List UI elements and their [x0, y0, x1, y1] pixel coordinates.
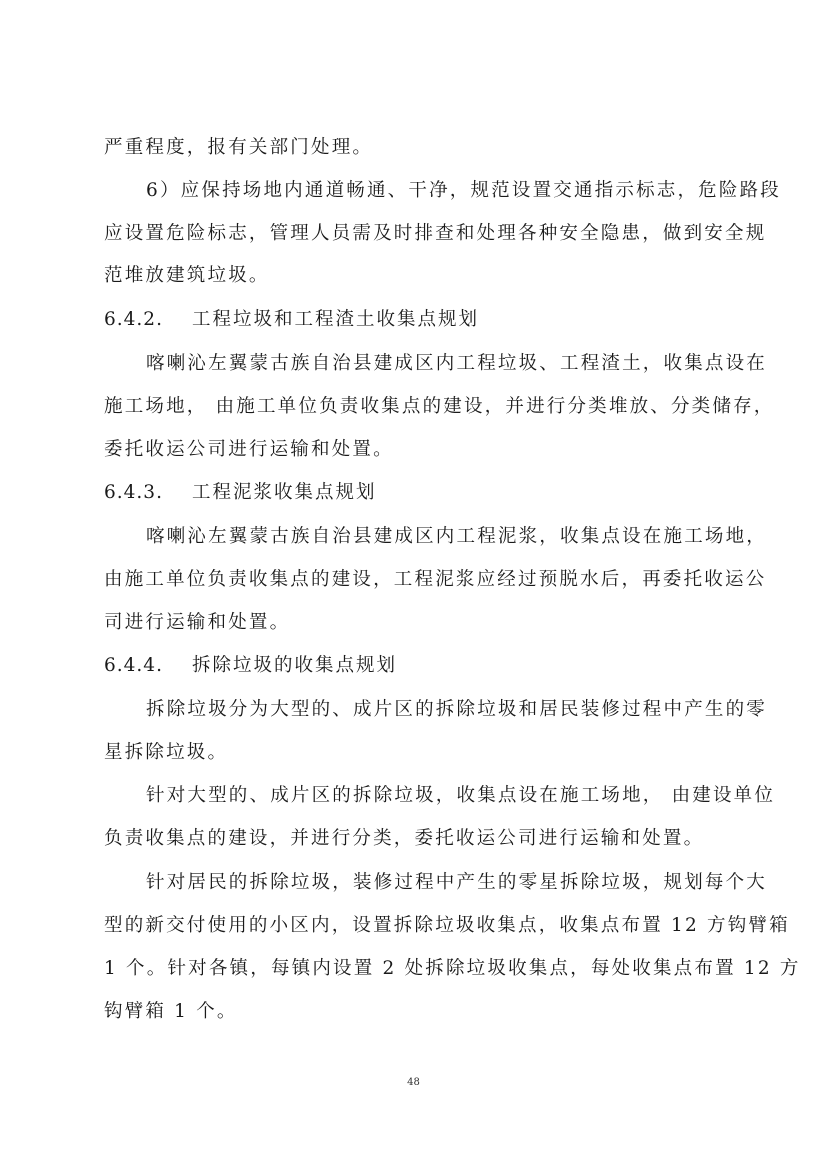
paragraph-line: 型的新交付使用的小区内，设置拆除垃圾收集点，收集点布置 12 方钩臂箱	[104, 915, 790, 936]
section-heading-6-4-3	[104, 481, 377, 505]
section-title: 拆除垃圾的收集点规划	[192, 655, 398, 676]
paragraph-line: 喀喇沁左翼蒙古族自治县建成区内工程垃圾、工程渣土，收集点设在	[146, 353, 768, 374]
section-number: 6.4.3.	[104, 482, 163, 503]
section-number: 6.4.4.	[104, 655, 163, 676]
section-number: 6.4.2.	[104, 309, 163, 330]
paragraph-line: 针对大型的、成片区的拆除垃圾，收集点设在施工场地， 由建设单位	[146, 785, 776, 806]
paragraph-line: 针对居民的拆除垃圾，装修过程中产生的零星拆除垃圾，规划每个大	[146, 872, 768, 893]
paragraph-line: 钩臂箱 1 个。	[104, 1001, 238, 1022]
paragraph-line: 由施工单位负责收集点的建设，工程泥浆应经过预脱水后，再委托收运公	[104, 569, 767, 590]
paragraph-line: 施工场地， 由施工单位负责收集点的建设，并进行分类堆放、分类储存，	[104, 396, 775, 417]
page-number: 48	[407, 1077, 420, 1088]
paragraph-line: 星拆除垃圾。	[104, 742, 229, 763]
section-title: 工程垃圾和工程渣土收集点规划	[192, 309, 480, 330]
paragraph-line: 1 个。针对各镇，每镇内设置 2 处拆除垃圾收集点，每处收集点布置 12 方	[104, 958, 801, 979]
section-heading-6-4-2	[104, 308, 479, 332]
paragraph-line: 喀喇沁左翼蒙古族自治县建成区内工程泥浆，收集点设在施工场地，	[146, 526, 768, 547]
paragraph-line: 应设置危险标志，管理人员需及时排查和处理各种安全隐患，做到安全规	[104, 223, 767, 244]
section-title: 工程泥浆收集点规划	[192, 482, 377, 503]
paragraph-line: 范堆放建筑垃圾。	[104, 265, 270, 286]
paragraph-line: 负责收集点的建设，并进行分类，委托收运公司进行运输和处置。	[104, 828, 705, 849]
paragraph-line: 6）应保持场地内通道畅通、干净，规范设置交通指示标志，危险路段	[146, 180, 781, 201]
paragraph-line: 拆除垃圾分为大型的、成片区的拆除垃圾和居民装修过程中产生的零	[146, 699, 768, 720]
paragraph-line: 司进行运输和处置。	[104, 612, 291, 633]
paragraph-line: 严重程度，报有关部门处理。	[104, 137, 374, 158]
paragraph-line: 委托收运公司进行运输和处置。	[104, 439, 394, 460]
section-heading-6-4-4	[104, 654, 397, 678]
